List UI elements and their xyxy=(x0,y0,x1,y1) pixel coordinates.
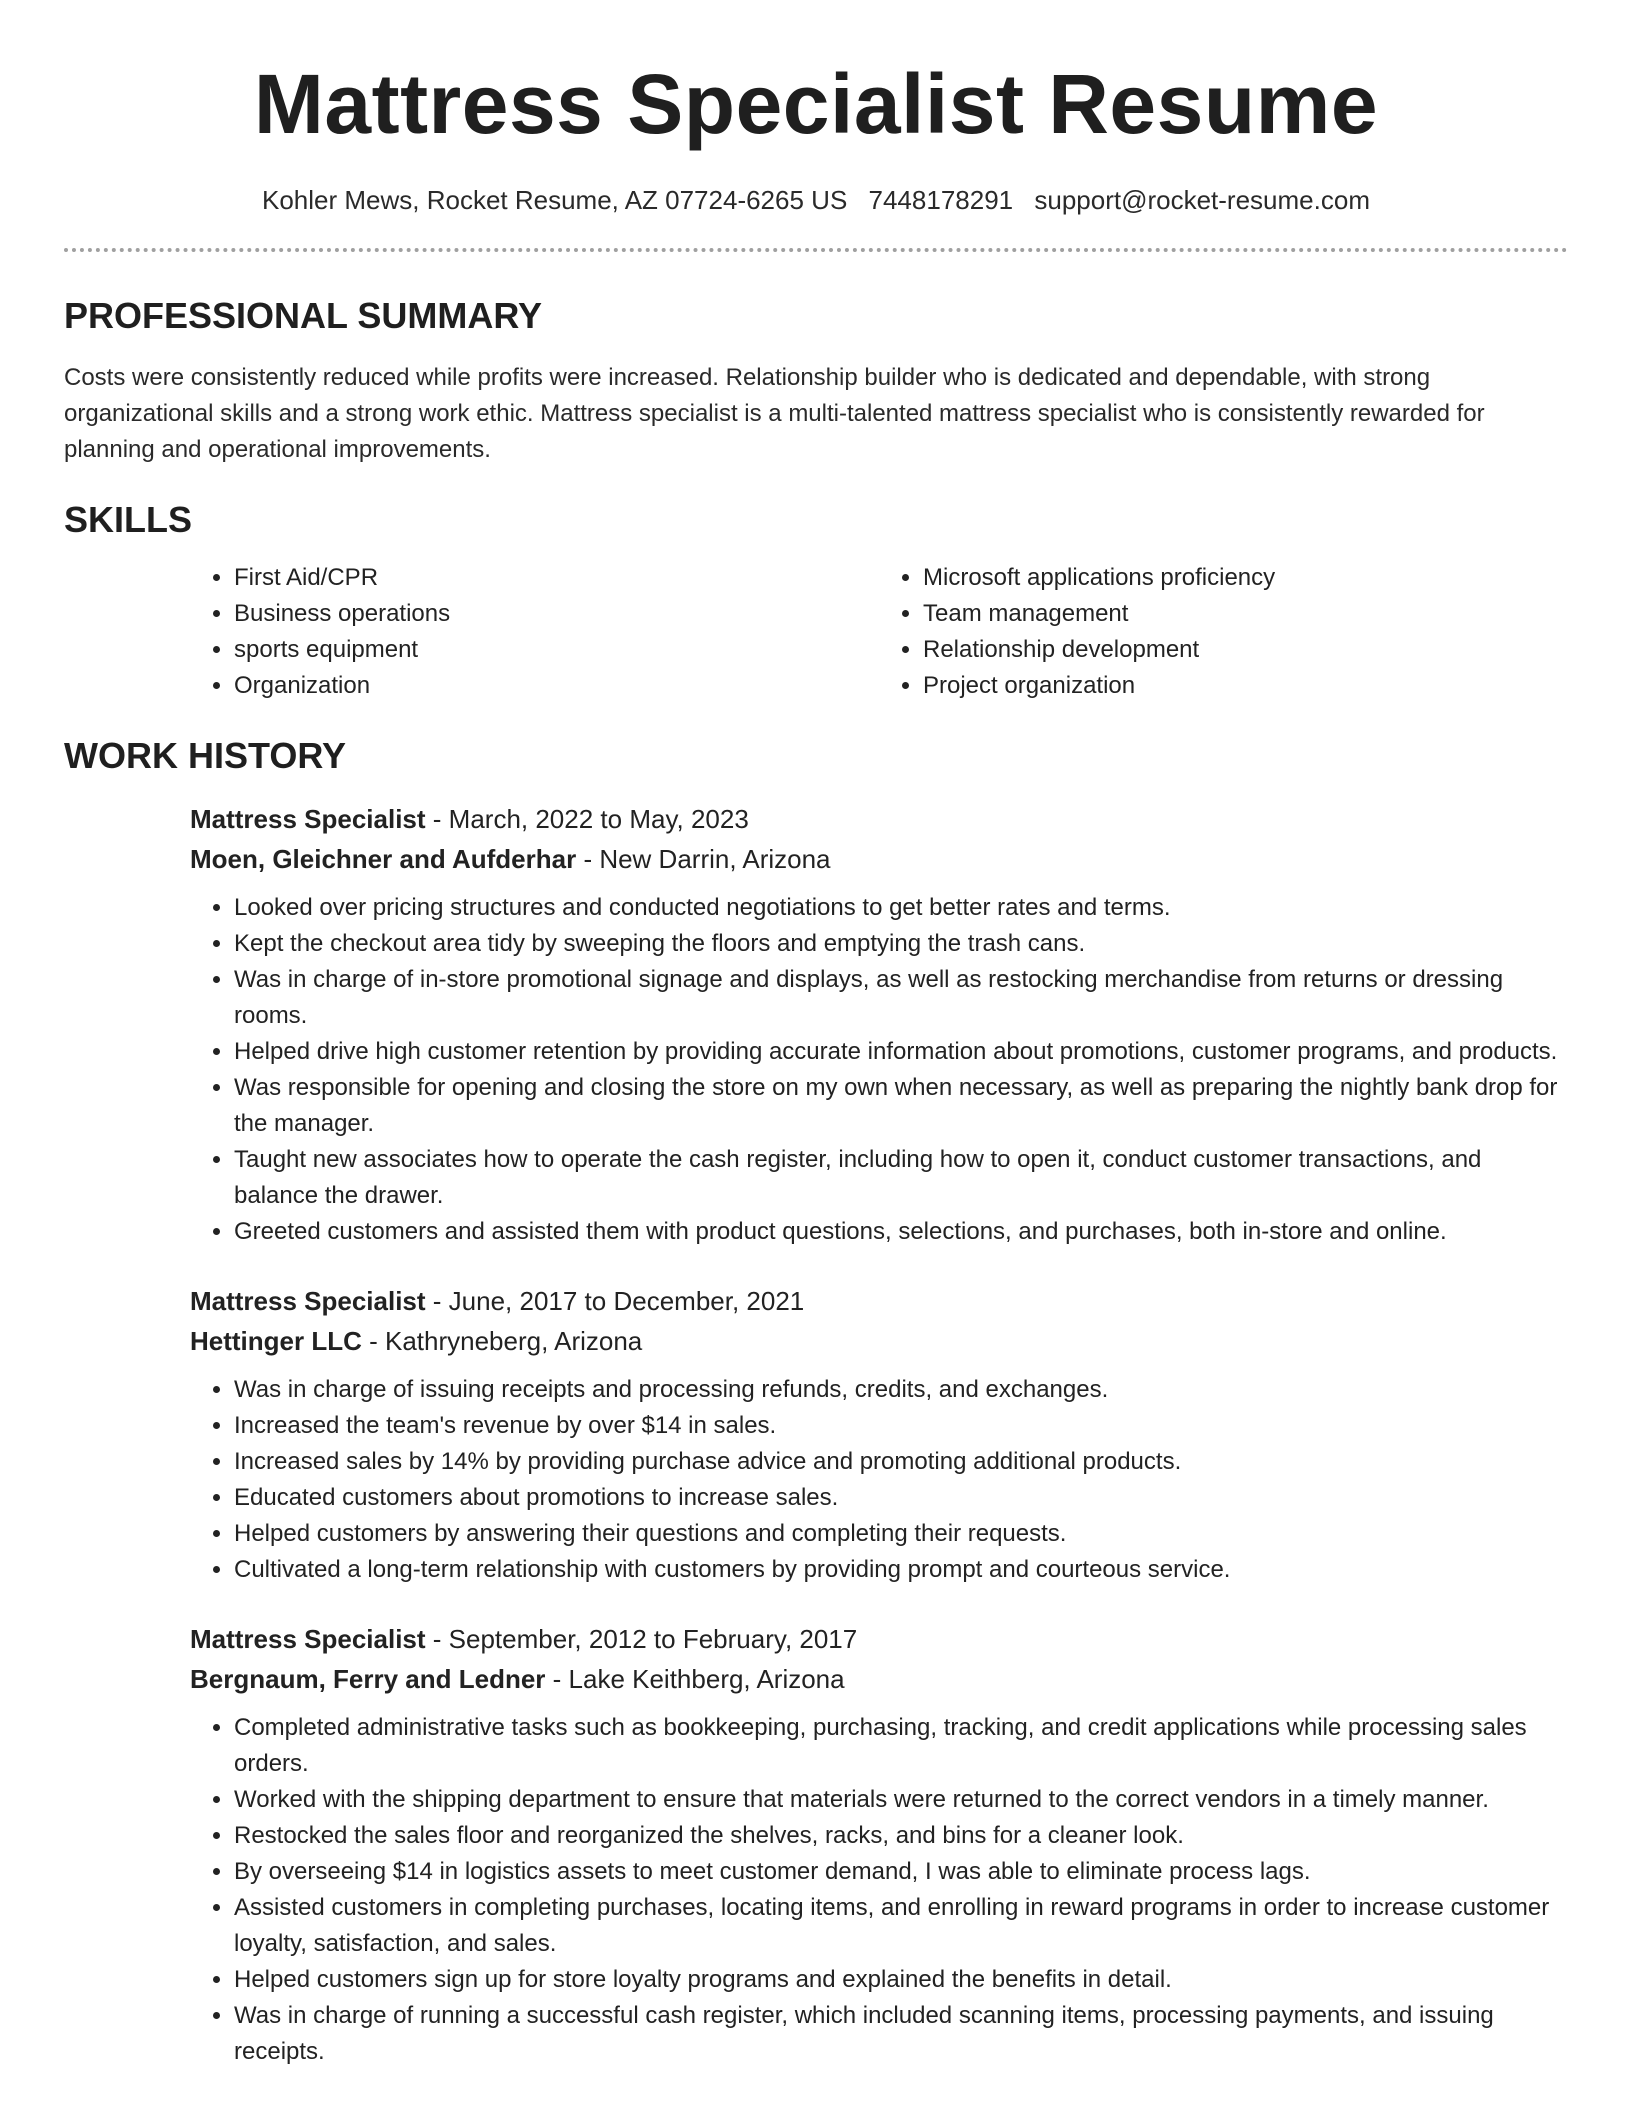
job-bullet: • Helped customers sign up for store loyalty programs and explained the benefits in detail. xyxy=(234,1962,1568,1998)
summary-heading: PROFESSIONAL SUMMARY xyxy=(64,295,543,336)
skill-item: • Business operations xyxy=(234,596,879,632)
job-location: - Lake Keithberg, Arizona xyxy=(545,1664,845,1694)
job-title-line xyxy=(190,1282,1568,1320)
job-bullet: • By overseeing $14 in logistics assets to meet customer demand, I was able to eliminate process lags. xyxy=(234,1854,1568,1890)
skills-column-left xyxy=(190,560,879,704)
job-company-line xyxy=(190,1322,1568,1360)
job-bullet: • Educated customers about promotions to increase sales. xyxy=(234,1480,1568,1516)
job-bullet: • Assisted customers in completing purchases, locating items, and enrolling in reward programs in order to increase customer loyalty, satisfaction, and sales. xyxy=(234,1890,1568,1962)
job-bullet: • Helped customers by answering their questions and completing their requests. xyxy=(234,1516,1568,1552)
summary-text: Costs were consistently reduced while profits were increased. Relationship builder who is dedicated and dependable, with strong organizational skills and a strong work ethic. Mattress specialist is a multi-talented mattress specialist who is consistently rewarded for planning and operational improvements. xyxy=(64,364,1485,463)
job-bullet: • Cultivated a long-term relationship with customers by providing prompt and courteous service. xyxy=(234,1552,1568,1588)
job-entry xyxy=(190,800,1568,1250)
job-bullets xyxy=(190,1372,1568,1588)
contact-phone: 7448178291 xyxy=(868,185,1014,215)
job-bullet: • Kept the checkout area tidy by sweeping the floors and emptying the trash cans. xyxy=(234,926,1568,962)
job-title-line xyxy=(190,1620,1568,1658)
job-location: - New Darrin, Arizona xyxy=(576,844,831,874)
skill-item: • Project organization xyxy=(923,668,1568,704)
skill-item: • First Aid/CPR xyxy=(234,560,879,596)
job-company-line xyxy=(190,840,1568,878)
job-bullet: • Looked over pricing structures and conducted negotiations to get better rates and terms. xyxy=(234,890,1568,926)
job-bullet: • Increased the team's revenue by over $14 in sales. xyxy=(234,1408,1568,1444)
skill-item: • Microsoft applications proficiency xyxy=(923,560,1568,596)
job-bullet: • Was responsible for opening and closing the store on my own when necessary, as well as preparing the nightly bank drop for the manager. xyxy=(234,1070,1568,1142)
job-bullet: • Restocked the sales floor and reorganized the shelves, racks, and bins for a cleaner look. xyxy=(234,1818,1568,1854)
job-bullet: • Worked with the shipping department to ensure that materials were returned to the correct vendors in a timely manner. xyxy=(234,1782,1568,1818)
job-title: Mattress Specialist xyxy=(190,1624,426,1654)
job-title: Mattress Specialist xyxy=(190,804,426,834)
skill-item: • Relationship development xyxy=(923,632,1568,668)
contact-line xyxy=(64,182,1568,218)
skill-item: • sports equipment xyxy=(234,632,879,668)
job-bullet: • Increased sales by 14% by providing purchase advice and promoting additional products. xyxy=(234,1444,1568,1480)
work-history-heading: WORK HISTORY xyxy=(64,735,347,776)
job-entry xyxy=(190,1620,1568,2070)
job-bullet: • Helped drive high customer retention by providing accurate information about promotions, customer programs, and products. xyxy=(234,1034,1568,1070)
resume-title: Mattress Specialist Resume xyxy=(253,57,1379,151)
job-company: Hettinger LLC xyxy=(190,1326,362,1356)
job-dates: - September, 2012 to February, 2017 xyxy=(425,1624,858,1654)
job-title: Mattress Specialist xyxy=(190,1286,426,1316)
job-company-line xyxy=(190,1660,1568,1698)
skills-section xyxy=(64,498,1568,704)
contact-email: support@rocket-resume.com xyxy=(1034,185,1370,215)
resume-page xyxy=(64,0,1568,2070)
contact-address: Kohler Mews, Rocket Resume, AZ 07724-6265 US xyxy=(262,185,848,215)
job-company: Moen, Gleichner and Aufderhar xyxy=(190,844,577,874)
job-bullet: • Greeted customers and assisted them with product questions, selections, and purchases, both in-store and online. xyxy=(234,1214,1568,1250)
skill-item: • Organization xyxy=(234,668,879,704)
work-history-section xyxy=(64,734,1568,2070)
skills-heading: SKILLS xyxy=(64,499,193,540)
job-bullet: • Was in charge of in-store promotional signage and displays, as well as restocking merchandise from returns or dressing rooms. xyxy=(234,962,1568,1034)
job-dates: - March, 2022 to May, 2023 xyxy=(425,804,749,834)
job-bullets xyxy=(190,890,1568,1250)
job-entry xyxy=(190,1282,1568,1588)
skills-list xyxy=(190,560,1568,704)
job-bullet: • Was in charge of issuing receipts and processing refunds, credits, and exchanges. xyxy=(234,1372,1568,1408)
job-bullet: • Completed administrative tasks such as bookkeeping, purchasing, tracking, and credit applications while processing sales orders. xyxy=(234,1710,1568,1782)
job-title-line xyxy=(190,800,1568,838)
skill-item: • Team management xyxy=(923,596,1568,632)
job-dates: - June, 2017 to December, 2021 xyxy=(425,1286,805,1316)
job-bullet: • Taught new associates how to operate the cash register, including how to open it, conduct customer transactions, and balance the drawer. xyxy=(234,1142,1568,1214)
summary-section xyxy=(64,294,1568,468)
job-bullets xyxy=(190,1710,1568,2070)
job-location: - Kathryneberg, Arizona xyxy=(361,1326,643,1356)
skills-column-right xyxy=(879,560,1568,704)
header-divider xyxy=(64,248,1568,252)
job-bullet: • Was in charge of running a successful cash register, which included scanning items, processing payments, and issuing receipts. xyxy=(234,1998,1568,2070)
job-company: Bergnaum, Ferry and Ledner xyxy=(190,1664,546,1694)
